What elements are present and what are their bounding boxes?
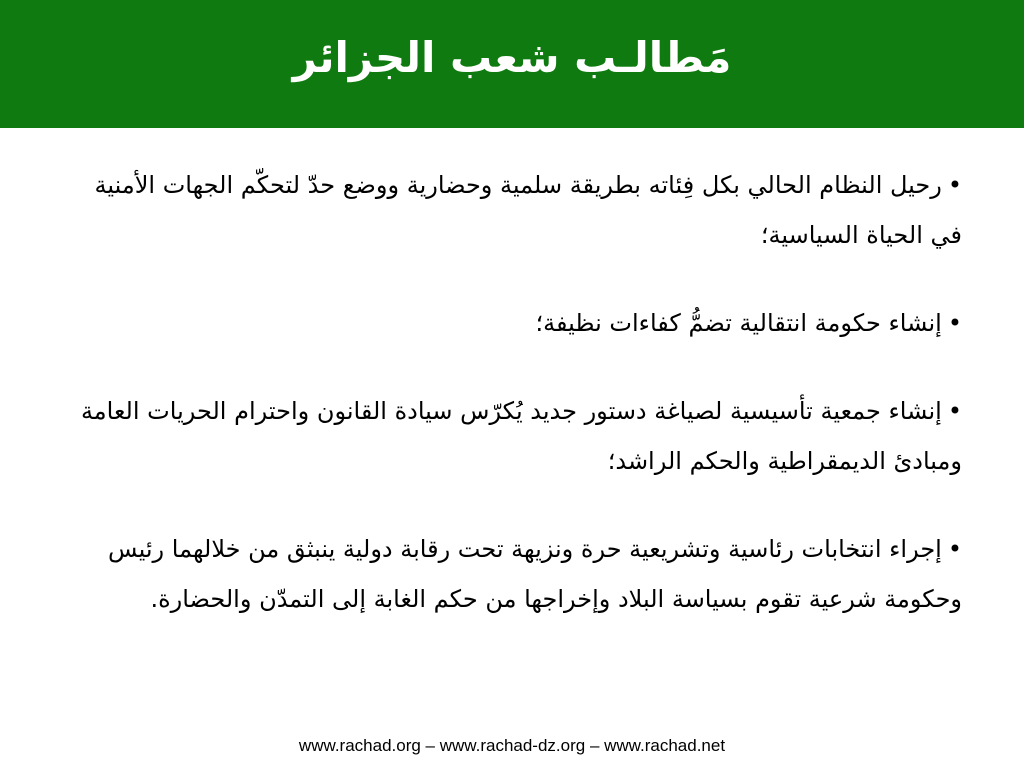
bullet-mark: •: [947, 397, 962, 425]
bullet-item-1: [60, 160, 962, 260]
bullet-text: إنشاء جمعية تأسيسية لصياغة دستور جديد يُكرّس سيادة القانون واحترام الحريات العامة ومبادئ الديمقراطية والحكم الراشد؛: [80, 397, 962, 475]
bullet-text: رحيل النظام الحالي بكل فِئاته بطريقة سلمية وحضارية ووضع حدّ لتحكّم الجهات الأمنية في الحياة السياسية؛: [94, 171, 962, 249]
bullet-text: إنشاء حكومة انتقالية تضمُّ كفاءات نظيفة؛: [535, 309, 942, 337]
bullet-text: إجراء انتخابات رئاسية وتشريعية حرة ونزيهة تحت رقابة دولية ينبثق من خلالهما رئيس وحكومة شرعية تقوم بسياسة البلاد وإخراجها من حكم الغابة إلى التمدّن والحضارة.: [108, 535, 962, 613]
page-title: مَطالـب شعب الجزائر: [292, 33, 732, 82]
bullet-item-3: [60, 386, 962, 486]
bullet-item-4: [60, 524, 962, 624]
title-bar: [0, 0, 1024, 128]
bullet-item-2: [60, 298, 962, 348]
footer-links: www.rachad.org – www.rachad-dz.org – www.rachad.net: [298, 736, 726, 755]
bullet-mark: •: [947, 535, 962, 563]
bullet-mark: •: [947, 171, 962, 199]
bullet-list: [60, 160, 962, 624]
bullet-mark: •: [947, 309, 962, 337]
